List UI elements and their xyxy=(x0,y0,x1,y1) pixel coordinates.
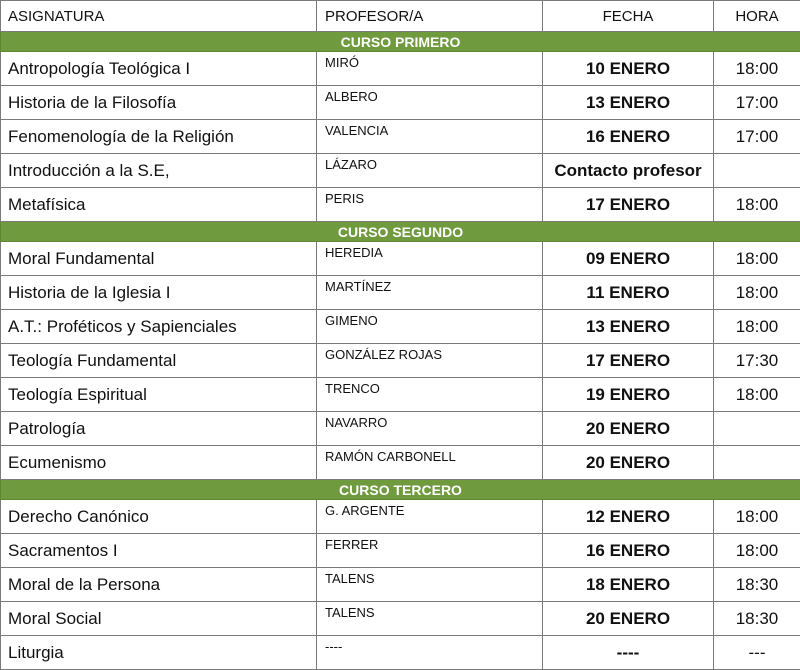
date-cell: 13 ENERO xyxy=(543,86,714,120)
professor-cell: MARTÍNEZ xyxy=(317,276,543,310)
time-cell: 18:00 xyxy=(714,534,800,568)
time-cell: 18:00 xyxy=(714,242,800,276)
time-cell: 17:30 xyxy=(714,344,800,378)
subject-cell: Sacramentos I xyxy=(1,534,317,568)
time-cell: --- xyxy=(714,636,800,670)
table-row xyxy=(1,344,800,378)
subject-cell: Historia de la Filosofía xyxy=(1,86,317,120)
date-cell: 09 ENERO xyxy=(543,242,714,276)
time-cell: 18:30 xyxy=(714,602,800,636)
table-row xyxy=(1,534,800,568)
date-cell: 11 ENERO xyxy=(543,276,714,310)
subject-cell: Historia de la Iglesia I xyxy=(1,276,317,310)
section-title: CURSO PRIMERO xyxy=(1,32,800,52)
table-row xyxy=(1,120,800,154)
time-cell: 18:30 xyxy=(714,568,800,602)
time-cell: 18:00 xyxy=(714,276,800,310)
subject-cell: Derecho Canónico xyxy=(1,500,317,534)
table-row xyxy=(1,188,800,222)
table-row xyxy=(1,636,800,670)
time-cell: 17:00 xyxy=(714,86,800,120)
subject-cell: Liturgia xyxy=(1,636,317,670)
table-row xyxy=(1,446,800,480)
professor-cell: GONZÁLEZ ROJAS xyxy=(317,344,543,378)
subject-cell: Patrología xyxy=(1,412,317,446)
table-row xyxy=(1,500,800,534)
professor-cell: ALBERO xyxy=(317,86,543,120)
time-cell: 18:00 xyxy=(714,188,800,222)
subject-cell: Introducción a la S.E, xyxy=(1,154,317,188)
professor-cell: GIMENO xyxy=(317,310,543,344)
subject-cell: Moral Social xyxy=(1,602,317,636)
professor-cell: LÁZARO xyxy=(317,154,543,188)
professor-cell: G. ARGENTE xyxy=(317,500,543,534)
professor-cell: PERIS xyxy=(317,188,543,222)
date-cell: 19 ENERO xyxy=(543,378,714,412)
section-header-row xyxy=(1,480,800,500)
section-header-row xyxy=(1,32,800,52)
time-cell xyxy=(714,412,800,446)
table-row xyxy=(1,568,800,602)
date-cell: Contacto profesor xyxy=(543,154,714,188)
section-header-row xyxy=(1,222,800,242)
table-row xyxy=(1,86,800,120)
professor-cell: VALENCIA xyxy=(317,120,543,154)
table-row xyxy=(1,310,800,344)
table-row xyxy=(1,602,800,636)
date-cell: 20 ENERO xyxy=(543,412,714,446)
professor-cell: RAMÓN CARBONELL xyxy=(317,446,543,480)
subject-cell: Teología Espiritual xyxy=(1,378,317,412)
section-title: CURSO SEGUNDO xyxy=(1,222,800,242)
header-date: FECHA xyxy=(543,1,714,32)
date-cell: 18 ENERO xyxy=(543,568,714,602)
subject-cell: Antropología Teológica I xyxy=(1,52,317,86)
section-title: CURSO TERCERO xyxy=(1,480,800,500)
date-cell: 20 ENERO xyxy=(543,602,714,636)
time-cell xyxy=(714,446,800,480)
time-cell: 17:00 xyxy=(714,120,800,154)
professor-cell: TRENCO xyxy=(317,378,543,412)
time-cell: 18:00 xyxy=(714,310,800,344)
header-time: HORA xyxy=(714,1,800,32)
subject-cell: Moral de la Persona xyxy=(1,568,317,602)
professor-cell: TALENS xyxy=(317,568,543,602)
date-cell: 12 ENERO xyxy=(543,500,714,534)
table-row xyxy=(1,378,800,412)
professor-cell: NAVARRO xyxy=(317,412,543,446)
date-cell: 17 ENERO xyxy=(543,344,714,378)
header-professor: PROFESOR/A xyxy=(317,1,543,32)
subject-cell: Moral Fundamental xyxy=(1,242,317,276)
header-subject: ASIGNATURA xyxy=(1,1,317,32)
table-row xyxy=(1,242,800,276)
date-cell: 16 ENERO xyxy=(543,534,714,568)
subject-cell: Metafísica xyxy=(1,188,317,222)
professor-cell: MIRÓ xyxy=(317,52,543,86)
subject-cell: A.T.: Proféticos y Sapienciales xyxy=(1,310,317,344)
professor-cell: FERRER xyxy=(317,534,543,568)
date-cell: 10 ENERO xyxy=(543,52,714,86)
professor-cell: ---- xyxy=(317,636,543,670)
table-row xyxy=(1,412,800,446)
date-cell: 16 ENERO xyxy=(543,120,714,154)
professor-cell: HEREDIA xyxy=(317,242,543,276)
time-cell xyxy=(714,154,800,188)
time-cell: 18:00 xyxy=(714,500,800,534)
header-row xyxy=(1,1,800,32)
subject-cell: Ecumenismo xyxy=(1,446,317,480)
date-cell: 17 ENERO xyxy=(543,188,714,222)
date-cell: ---- xyxy=(543,636,714,670)
subject-cell: Fenomenología de la Religión xyxy=(1,120,317,154)
date-cell: 13 ENERO xyxy=(543,310,714,344)
professor-cell: TALENS xyxy=(317,602,543,636)
date-cell: 20 ENERO xyxy=(543,446,714,480)
table-row xyxy=(1,52,800,86)
table-row xyxy=(1,276,800,310)
time-cell: 18:00 xyxy=(714,52,800,86)
time-cell: 18:00 xyxy=(714,378,800,412)
table-row xyxy=(1,154,800,188)
subject-cell: Teología Fundamental xyxy=(1,344,317,378)
